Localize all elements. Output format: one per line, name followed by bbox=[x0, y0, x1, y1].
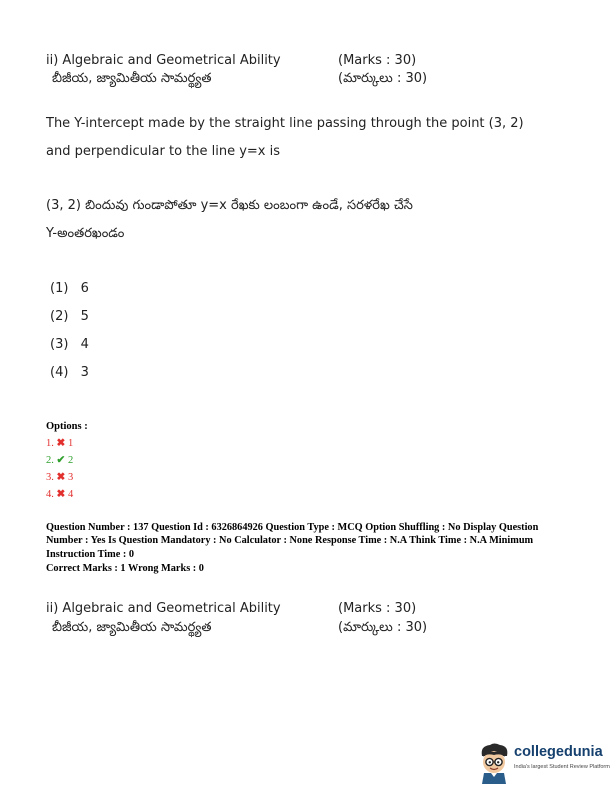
choice-3 bbox=[50, 337, 89, 352]
options-heading: Options : bbox=[46, 421, 88, 432]
option-value: 3 bbox=[67, 472, 74, 483]
option-number: 2. bbox=[46, 455, 54, 466]
choice-value: 4 bbox=[80, 337, 89, 352]
choice-number: (3) bbox=[50, 337, 69, 352]
choice-number: (1) bbox=[50, 281, 69, 296]
section-title-telugu: బీజీయ, జ్యామితీయ సామర్థ్యత bbox=[52, 620, 212, 635]
question-metadata bbox=[46, 521, 576, 561]
question-english-line-1: The Y-intercept made by the straight line passing through the point (3, 2) bbox=[46, 116, 524, 131]
section-marks-telugu: (మార్కులు : 30) bbox=[338, 620, 428, 635]
cross-icon: ✖ bbox=[56, 438, 66, 449]
option-row-2 bbox=[46, 454, 73, 466]
logo-tagline: India's largest Student Review Platform bbox=[514, 764, 610, 770]
cross-icon: ✖ bbox=[56, 472, 66, 483]
option-value: 1 bbox=[67, 438, 74, 449]
option-value: 4 bbox=[67, 489, 74, 500]
metadata-line: Instruction Time : 0 bbox=[46, 548, 135, 560]
choice-4 bbox=[50, 365, 89, 380]
option-row-3 bbox=[46, 471, 73, 483]
metadata-line: Number : Yes Is Question Mandatory : No Calculator : None Response Time : N.A Think Time : N.A Minimum bbox=[46, 535, 534, 547]
question-telugu-line-2: Y-అంతరఖండం bbox=[46, 226, 125, 241]
choice-value: 5 bbox=[80, 309, 89, 324]
question-english-line-2: and perpendicular to the line y=x is bbox=[46, 144, 281, 159]
collegedunia-logo bbox=[476, 742, 610, 784]
section-marks-english: (Marks : 30) bbox=[338, 53, 417, 68]
option-row-1 bbox=[46, 437, 73, 449]
cross-icon: ✖ bbox=[56, 489, 66, 500]
option-number: 4. bbox=[46, 489, 54, 500]
choice-value: 6 bbox=[80, 281, 89, 296]
option-number: 3. bbox=[46, 472, 54, 483]
option-number: 1. bbox=[46, 438, 54, 449]
section-title-english: ii) Algebraic and Geometrical Ability bbox=[46, 53, 281, 68]
section-title-telugu: బీజీయ, జ్యామితీయ సామర్థ్యత bbox=[52, 71, 212, 86]
option-value: 2 bbox=[67, 455, 74, 466]
question-telugu-line-1: (3, 2) బిందువు గుండాపోతూ y=x రేఖకు లంబంగా ఉండే, సరళరేఖ చేసే bbox=[46, 198, 413, 213]
logo-name: collegedunia bbox=[514, 744, 603, 760]
marks-line: Correct Marks : 1 Wrong Marks : 0 bbox=[46, 563, 204, 574]
choice-2 bbox=[50, 309, 89, 324]
check-icon: ✔ bbox=[56, 455, 66, 466]
choice-1 bbox=[50, 281, 89, 296]
option-row-4 bbox=[46, 488, 73, 500]
choice-number: (2) bbox=[50, 309, 69, 324]
section-title-english: ii) Algebraic and Geometrical Ability bbox=[46, 601, 281, 616]
metadata-line: Question Number : 137 Question Id : 6326864926 Question Type : MCQ Option Shuffling : No Display Question bbox=[46, 522, 539, 533]
section-marks-telugu: (మార్కులు : 30) bbox=[338, 71, 428, 86]
choice-value: 3 bbox=[80, 365, 89, 380]
section-marks-english: (Marks : 30) bbox=[338, 601, 417, 616]
mascot-icon bbox=[476, 742, 512, 784]
choice-number: (4) bbox=[50, 365, 69, 380]
